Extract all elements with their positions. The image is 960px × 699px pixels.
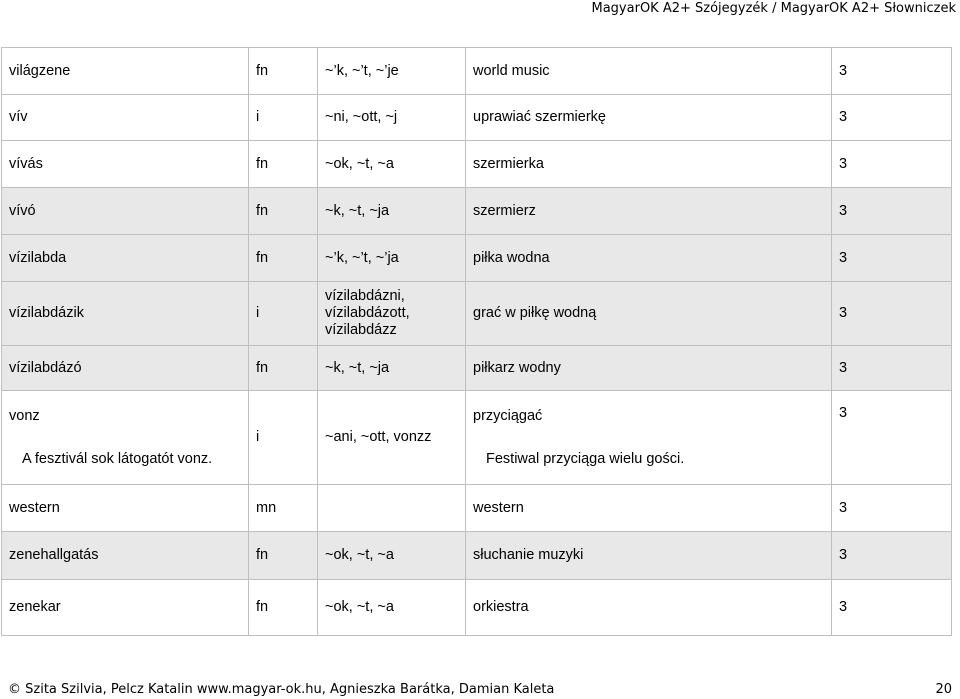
part-of-speech-cell: fn [249,532,318,580]
table-row [2,48,952,95]
word-cell: vívás [2,141,249,188]
translation-text: przyciągać [473,407,543,424]
table-row [2,580,952,636]
translation-cell: western [466,485,832,532]
table-row [2,235,952,282]
example-sentence: A fesztivál sok látogatót vonz. [22,450,213,467]
translation-cell: słuchanie muzyki [466,532,832,580]
credits-text: © Szita Szilvia, Pelcz Katalin www.magyar-ok.hu, Agnieszka Barátka, Damian Kaleta [8,682,555,697]
table-row [2,346,952,391]
forms-cell: ~’k, ~’t, ~’ja [318,235,466,282]
word-cell [2,391,249,485]
part-of-speech-cell: fn [249,48,318,95]
part-of-speech-cell: fn [249,580,318,636]
level-cell: 3 [832,391,952,485]
forms-cell [318,282,466,346]
part-of-speech-cell: i [249,95,318,141]
page-number: 20 [935,682,952,697]
table-row [2,282,952,346]
word-cell: világzene [2,48,249,95]
headword: vonz [9,407,40,424]
part-of-speech-cell: fn [249,141,318,188]
forms-cell [318,485,466,532]
vocabulary-table [1,47,952,636]
table-row [2,95,952,141]
translation-cell: piłka wodna [466,235,832,282]
translation-cell: world music [466,48,832,95]
forms-cell: ~’k, ~’t, ~’je [318,48,466,95]
forms-cell: ~k, ~t, ~ja [318,188,466,235]
part-of-speech-cell: i [249,282,318,346]
level-cell: 3 [832,188,952,235]
part-of-speech-cell: mn [249,485,318,532]
table-row [2,485,952,532]
word-cell: zenekar [2,580,249,636]
translation-cell: uprawiać szermierkę [466,95,832,141]
page-footer [8,680,952,699]
word-cell: vízilabda [2,235,249,282]
translation-cell [466,391,832,485]
word-cell: vívó [2,188,249,235]
level-cell: 3 [832,532,952,580]
forms-cell: ~k, ~t, ~ja [318,346,466,391]
translation-cell: szermierz [466,188,832,235]
forms-cell: ~ni, ~ott, ~j [318,95,466,141]
table-row [2,141,952,188]
level-cell: 3 [832,282,952,346]
word-cell: vív [2,95,249,141]
level-cell: 3 [832,346,952,391]
level-cell: 3 [832,580,952,636]
level-cell: 3 [832,235,952,282]
translation-cell: szermierka [466,141,832,188]
word-cell: zenehallgatás [2,532,249,580]
part-of-speech-cell: fn [249,188,318,235]
part-of-speech-cell: fn [249,346,318,391]
page-header: MagyarOK A2+ Szójegyzék / MagyarOK A2+ Słowniczek [591,1,956,16]
word-cell: vízilabdázó [2,346,249,391]
word-cell: western [2,485,249,532]
forms-line: vízilabdázni, [325,288,405,304]
translation-cell: piłkarz wodny [466,346,832,391]
example-translation: Festiwal przyciąga wielu gości. [486,450,685,467]
level-cell: 3 [832,141,952,188]
level-cell: 3 [832,95,952,141]
table-row [2,532,952,580]
table-row [2,391,952,485]
translation-cell: orkiestra [466,580,832,636]
part-of-speech-cell: i [249,391,318,485]
translation-cell: grać w piłkę wodną [466,282,832,346]
forms-cell: ~ok, ~t, ~a [318,580,466,636]
forms-line: vízilabdázott, [325,305,410,321]
forms-cell: ~ani, ~ott, vonzz [318,391,466,485]
level-cell: 3 [832,485,952,532]
level-cell: 3 [832,48,952,95]
table-row [2,188,952,235]
part-of-speech-cell: fn [249,235,318,282]
forms-line: vízilabdázz [325,322,397,338]
forms-cell: ~ok, ~t, ~a [318,532,466,580]
forms-cell: ~ok, ~t, ~a [318,141,466,188]
word-cell: vízilabdázik [2,282,249,346]
